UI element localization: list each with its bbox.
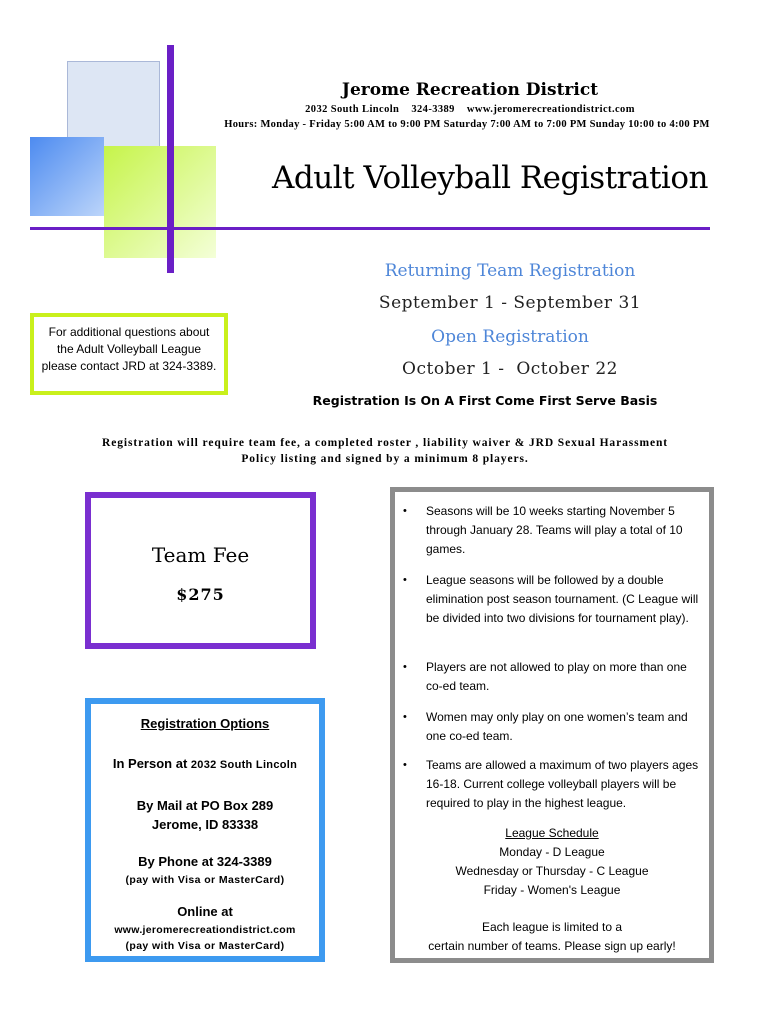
requirement-line: Registration will require team fee, a completed roster , liability waiver & JRD Sexual Harassment — [102, 437, 668, 449]
organization-address: 2032 South Lincoln 324-3389 www.jeromerecreationdistrict.com — [305, 104, 635, 115]
registration-requirement — [70, 435, 700, 467]
contact-line: For additional questions about — [48, 325, 210, 339]
contact-line: the Adult Volleyball League — [56, 342, 202, 356]
online-option: Online at — [177, 904, 233, 919]
schedule-item: Friday - Women's League — [483, 883, 621, 897]
decorative-vertical-rule — [167, 45, 174, 273]
decorative-square-blue — [30, 137, 104, 216]
online-url[interactable]: www.jeromerecreationdistrict.com — [114, 924, 296, 936]
returning-registration-dates: September 1 - September 31 — [378, 293, 642, 313]
organization-hours: Hours: Monday - Friday 5:00 AM to 9:00 PM Saturday 7:00 AM to 7:00 PM Sunday 10:00 to 4:00 PM — [224, 119, 710, 130]
rule-text: Teams are allowed a maximum of two players ages 16-18. Current college volleyball players will be required to play in the highest league. — [426, 758, 699, 810]
in-person-label: In Person at — [112, 756, 191, 771]
team-fee-box — [85, 492, 316, 649]
bullet-icon: • — [403, 759, 407, 771]
bullet-icon: • — [403, 505, 407, 517]
contact-box — [30, 313, 228, 395]
rule-item — [399, 658, 705, 696]
rule-text: Players are not allowed to play on more than one co-ed team. — [426, 660, 687, 693]
first-come-notice: Registration Is On A First Come First Serve Basis — [312, 393, 658, 408]
rule-item — [399, 756, 705, 813]
team-limit-note — [395, 918, 709, 956]
open-registration-dates: October 1 - October 22 — [402, 359, 618, 379]
in-person-address: 2032 South Lincoln — [190, 759, 298, 771]
returning-registration-label: Returning Team Registration — [384, 261, 636, 281]
league-schedule — [395, 824, 709, 900]
in-person-option — [91, 756, 319, 771]
schedule-item: Wednesday or Thursday - C League — [455, 864, 649, 878]
rule-item — [399, 571, 705, 628]
rule-item — [399, 708, 705, 746]
bullet-icon: • — [403, 711, 407, 723]
registration-options-box — [85, 698, 325, 962]
decorative-horizontal-rule — [30, 227, 710, 230]
contact-line: please contact JRD at 324-3389. — [41, 359, 217, 373]
rule-text: League seasons will be followed by a double elimination post season tournament. (C League will be divided into two divisions for tournament play). — [426, 573, 699, 625]
page-title: Adult Volleyball Registration — [272, 160, 708, 196]
registration-options-heading: Registration Options — [140, 716, 270, 731]
organization-name: Jerome Recreation District — [341, 80, 599, 100]
rule-text: Women may only play on one women’s team and one co-ed team. — [426, 710, 688, 743]
limit-note-line: certain number of teams. Please sign up early! — [428, 939, 676, 953]
mail-line: Jerome, ID 83338 — [151, 817, 259, 832]
team-fee-amount: $275 — [176, 585, 225, 604]
rule-text: Seasons will be 10 weeks starting November 5 through January 28. Teams will play a total of 10 games. — [426, 504, 683, 556]
phone-option: By Phone at 324-3389 — [138, 854, 272, 869]
league-rules-box — [390, 487, 714, 963]
open-registration-label: Open Registration — [431, 327, 589, 347]
rule-item — [399, 502, 705, 559]
team-fee-label: Team Fee — [151, 543, 250, 567]
league-schedule-heading: League Schedule — [505, 826, 599, 840]
phone-payment-note: (pay with Visa or MasterCard) — [125, 874, 285, 886]
mail-option — [91, 796, 319, 834]
decorative-square-green — [104, 146, 216, 258]
online-payment-note: (pay with Visa or MasterCard) — [125, 940, 285, 952]
mail-line: By Mail at PO Box 289 — [136, 798, 274, 813]
limit-note-line: Each league is limited to a — [481, 920, 623, 934]
requirement-line: Policy listing and signed by a minimum 8 players. — [241, 453, 529, 465]
schedule-item: Monday - D League — [499, 845, 605, 859]
bullet-icon: • — [403, 661, 407, 673]
bullet-icon: • — [403, 574, 407, 586]
